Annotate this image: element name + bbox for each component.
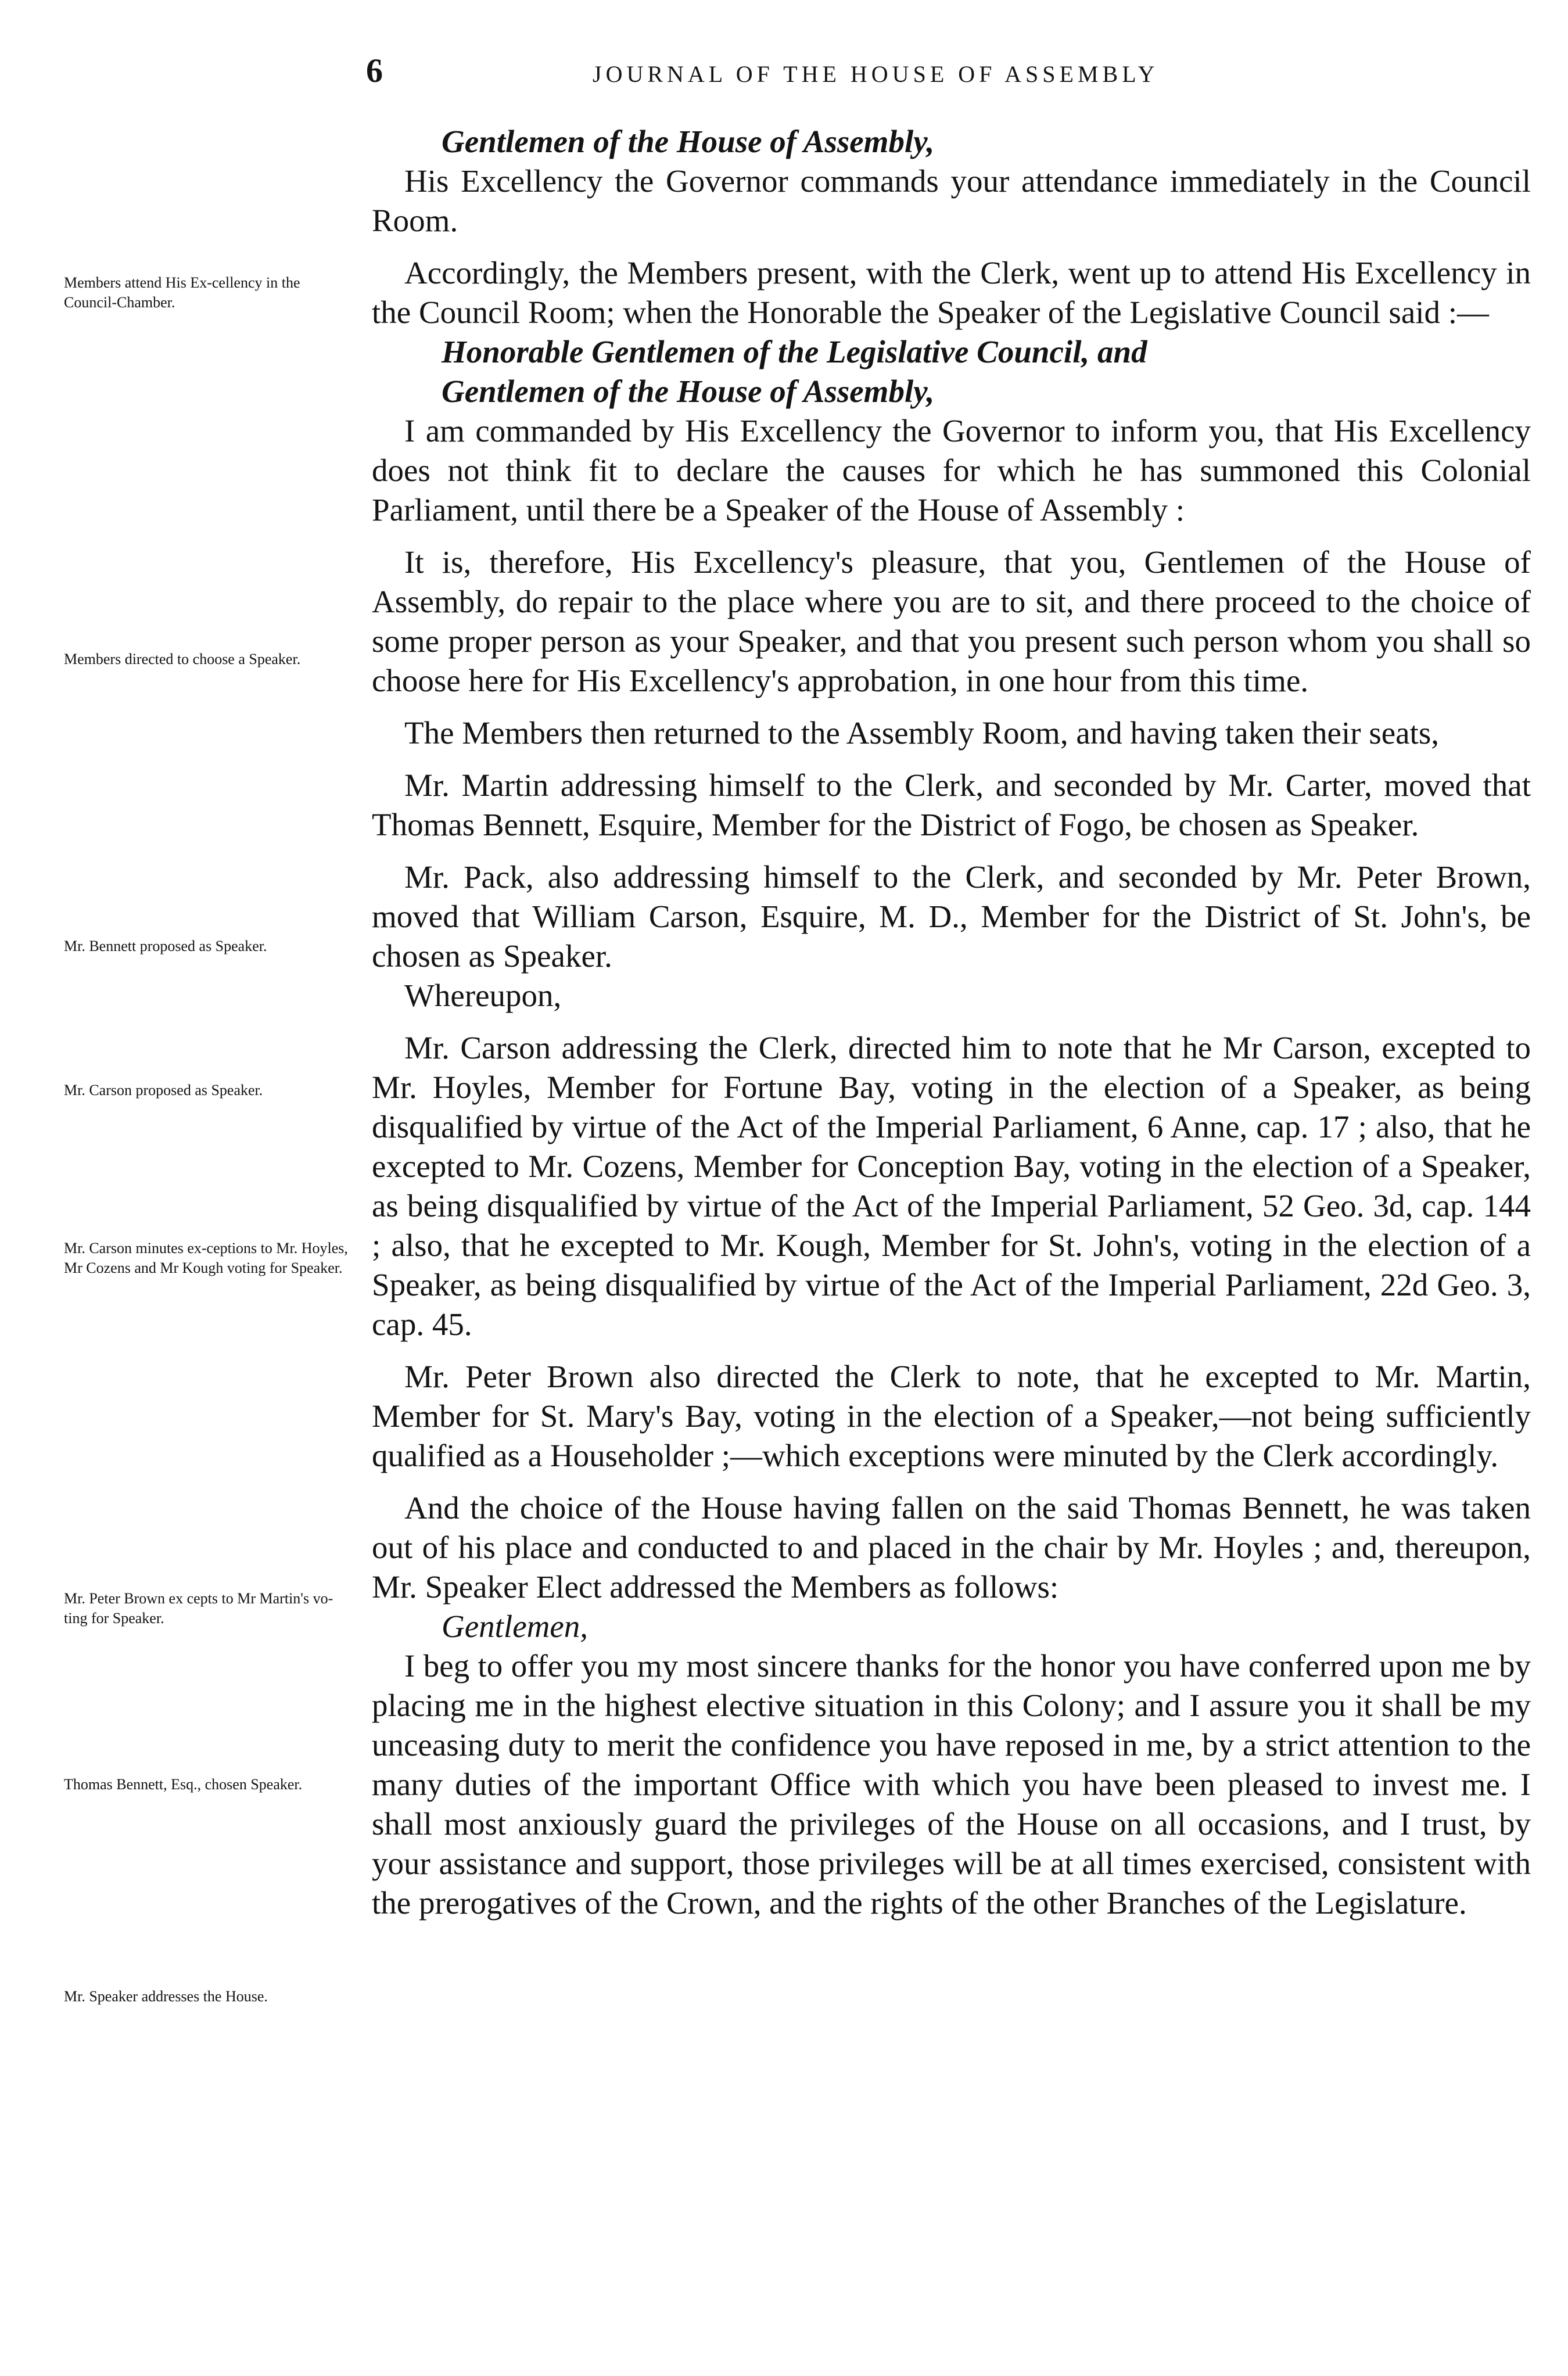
heading-council-line-2: Gentlemen of the House of Assembly, [442, 374, 935, 409]
running-head: JOURNAL OF THE HOUSE OF ASSEMBLY [593, 61, 1159, 87]
margin-note: Members attend His Ex-cellency in the Council-Chamber. [64, 274, 300, 311]
paragraph: Whereupon, [404, 978, 562, 1013]
margin-note: Mr. Bennett proposed as Speaker. [64, 938, 267, 954]
paragraph: His Excellency the Governor commands your attendance immediately in the Council Room. [372, 163, 1531, 238]
margin-note: Mr. Carson proposed as Speaker. [64, 1082, 263, 1099]
paragraph: And the choice of the House having fallen on the said Thomas Bennett, he was taken out of his place and conducted to and placed in the chair by Mr. Hoyles ; and, thereupon, Mr. Speaker Elect addressed the Members as follows: [372, 1490, 1531, 1605]
paragraph: Mr. Pack, also addressing himself to the Clerk, and seconded by Mr. Peter Brown, moved that William Carson, Esquire, M. D., Member for the District of St. John's, be chosen as Speaker. [372, 859, 1531, 974]
paragraph: It is, therefore, His Excellency's pleasure, that you, Gentlemen of the House of Assembly, do repair to the place where you are to sit, and there proceed to the choice of some proper person as your Speaker, and that you present such person whom you shall so choose here for His Excellency's approbation, in one hour from this time. [372, 544, 1531, 698]
margin-note: Members directed to choose a Speaker. [64, 651, 301, 667]
paragraph: I beg to offer you my most sincere thanks for the honor you have conferred upon me by placing me in the highest elective situation in this Colony; and I assure you it shall be my unceasing duty to merit the confidence you have reposed in me, by a strict attention to the many duties of the important Office with which you have been pleased to invest me. I shall most anxiously guard the privileges of the House on all occasions, and I trust, by your assistance and support, those privileges will be at all times exercised, consistent with the prerogatives of the Crown, and the rights of the other Branches of the Legislature. [372, 1648, 1531, 1921]
main-text [372, 122, 1531, 1923]
heading-assembly: Gentlemen of the House of Assembly, [442, 124, 935, 159]
heading-council-line-1: Honorable Gentlemen of the Legislative Council, and [442, 334, 1147, 369]
paragraph: The Members then returned to the Assembly Room, and having taken their seats, [404, 715, 1439, 751]
margin-note: Mr. Carson minutes ex-ceptions to Mr. Hoyles, Mr Cozens and Mr Kough voting for Speaker. [64, 1240, 348, 1276]
margin-note: Mr. Speaker addresses the House. [64, 1988, 268, 2005]
paragraph: Mr. Peter Brown also directed the Clerk to note, that he excepted to Mr. Martin, Member for St. Mary's Bay, voting in the election of a Speaker,—not being sufficiently qualified as a Householder ;—which exceptions were minuted by the Clerk accordingly. [372, 1359, 1531, 1473]
paragraph: Mr. Martin addressing himself to the Clerk, and seconded by Mr. Carter, moved that Thomas Bennett, Esquire, Member for the District of Fogo, be chosen as Speaker. [372, 767, 1531, 842]
paragraph: Accordingly, the Members present, with the Clerk, went up to attend His Excellency in the Council Room; when the Honorable the Speaker of the Legislative Council said :— [372, 255, 1531, 330]
margin-note: Mr. Peter Brown ex cepts to Mr Martin's vo-ting for Speaker. [64, 1590, 333, 1627]
paragraph: Mr. Carson addressing the Clerk, directed him to note that he Mr Carson, excepted to Mr. Hoyles, Member for Fortune Bay, voting in the election of a Speaker, as being disqualified by virtue of the Act of the Imperial Parliament, 6 Anne, cap. 17 ; also, that he excepted to Mr. Cozens, Member for Conception Bay, voting in the election of a Speaker, as being disqualified by virtue of the Act of the Imperial Parliament, 52 Geo. 3d, cap. 144 ; also, that he excepted to Mr. Kough, Member for St. John's, voting in the election of a Speaker, as being disqualified by virtue of the Act of the Imperial Parliament, 22d Geo. 3, cap. 45. [372, 1030, 1531, 1342]
margin-note: Thomas Bennett, Esq., chosen Speaker. [64, 1776, 303, 1793]
paragraph: I am commanded by His Excellency the Governor to inform you, that His Excellency does not think fit to declare the causes for which he has summoned this Colonial Parliament, until there be a Speaker of the House of Assembly : [372, 413, 1531, 527]
heading-gentlemen: Gentlemen, [442, 1609, 588, 1644]
page-number: 6 [366, 52, 383, 89]
